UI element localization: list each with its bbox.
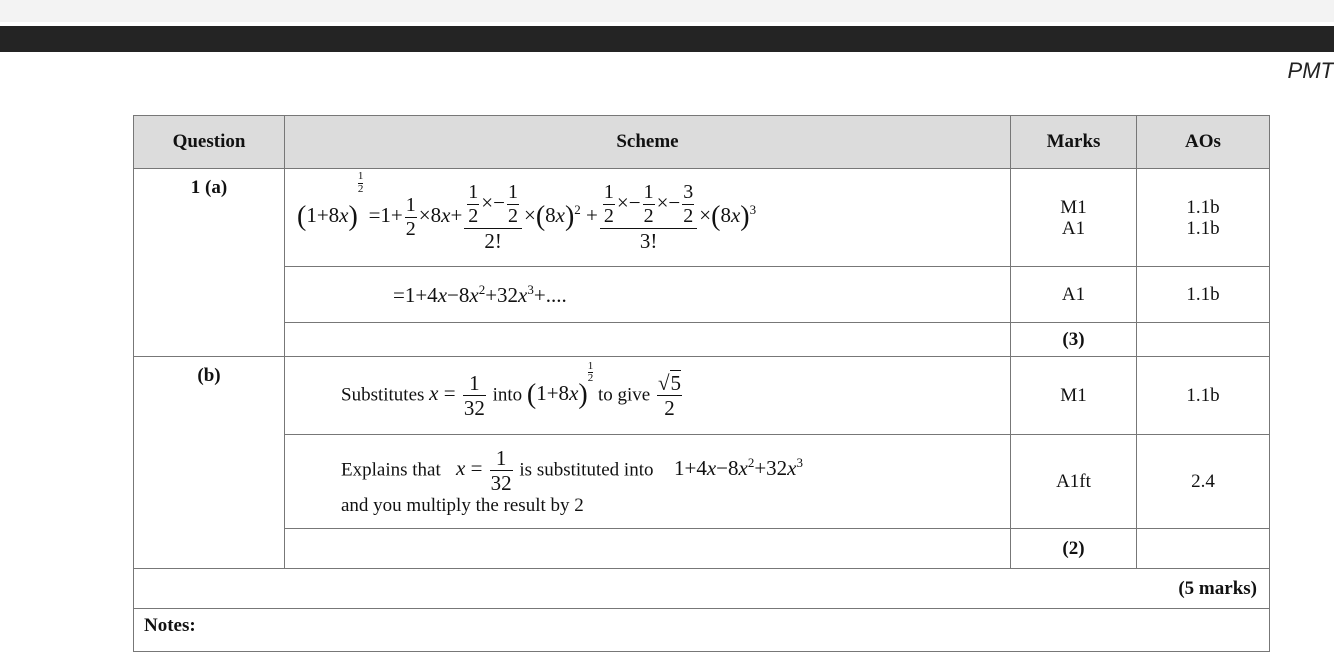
scheme-cell <box>285 529 1011 569</box>
aos-cell: 1.1b <box>1137 357 1270 435</box>
aos-header: AOs <box>1137 116 1270 169</box>
question-header: Question <box>134 116 285 169</box>
table-row <box>134 323 1270 357</box>
marks-cell <box>1011 169 1137 267</box>
table-row <box>134 267 1270 323</box>
document-header-bar <box>0 26 1334 52</box>
ao-2: 1.1b <box>1186 217 1220 239</box>
subtotal-cell: (2) <box>1011 529 1137 569</box>
explanation-cell: Explains that x = $\frac{1}{32}$ is substituted into $1+4x-8x^2+32x^3$ and you multiply the result by 2 <box>285 435 1011 529</box>
marks-header: Marks <box>1011 116 1137 169</box>
scheme-header: Scheme <box>285 116 1011 169</box>
top-band <box>0 0 1334 22</box>
table-row <box>134 529 1270 569</box>
table-row <box>134 357 1270 435</box>
scheme-text: and you multiply the result by 2 <box>341 495 584 517</box>
marks-cell: A1 <box>1011 267 1137 323</box>
scheme-text: Explains that <box>341 459 441 481</box>
expansion-result: $=1+4x-8x^2+32x^3+$.... <box>285 267 1011 323</box>
scheme-cell <box>285 323 1011 357</box>
substitution-line: Substitutes x = $\frac{1}{32}$ into (1+8x) $\frac{1}{2}$ to give $\frac{√5}{2}$ <box>285 357 1011 435</box>
scheme-text: is substituted into <box>519 459 654 481</box>
question-cell: 1 (a) <box>134 169 285 357</box>
aos-cell <box>1137 169 1270 267</box>
table-row <box>134 435 1270 529</box>
notes-label: Notes: <box>134 609 1270 652</box>
header-row <box>134 116 1270 169</box>
subtotal-cell: (3) <box>1011 323 1137 357</box>
ao-1: 1.1b <box>1186 196 1220 218</box>
table-row <box>134 169 1270 267</box>
scheme-text: Substitutes <box>341 384 425 406</box>
mark-scheme-table <box>133 115 1270 652</box>
scheme-text: to give <box>597 384 651 406</box>
pmt-label: PMT <box>1287 58 1334 83</box>
aos-cell: 1.1b <box>1137 267 1270 323</box>
notes-row <box>134 609 1270 652</box>
scheme-text: into <box>492 384 523 406</box>
aos-cell <box>1137 323 1270 357</box>
aos-cell <box>1137 529 1270 569</box>
question-cell: (b) <box>134 357 285 569</box>
aos-cell: 2.4 <box>1137 435 1270 529</box>
binomial-expansion-formula: (1+8x) $\frac{1}{2}$ =1+ $\frac{1}{2}$ ×8x+ $\frac{1}{2}$ ×− $\frac{1}{2}$ 2! $\times(8x)^2$ + $\frac{1}{2}$ ×− $\frac{1}{2}$ ×− $\frac{3}{2}$ 3! $\times(8x)^3$ <box>285 169 1011 267</box>
marks-cell: A1ft <box>1011 435 1137 529</box>
marks-cell: M1 <box>1011 357 1137 435</box>
mark-a1: A1 <box>1061 217 1086 239</box>
total-marks: (5 marks) <box>134 569 1270 609</box>
total-row <box>134 569 1270 609</box>
mark-m1: M1 <box>1060 196 1087 218</box>
